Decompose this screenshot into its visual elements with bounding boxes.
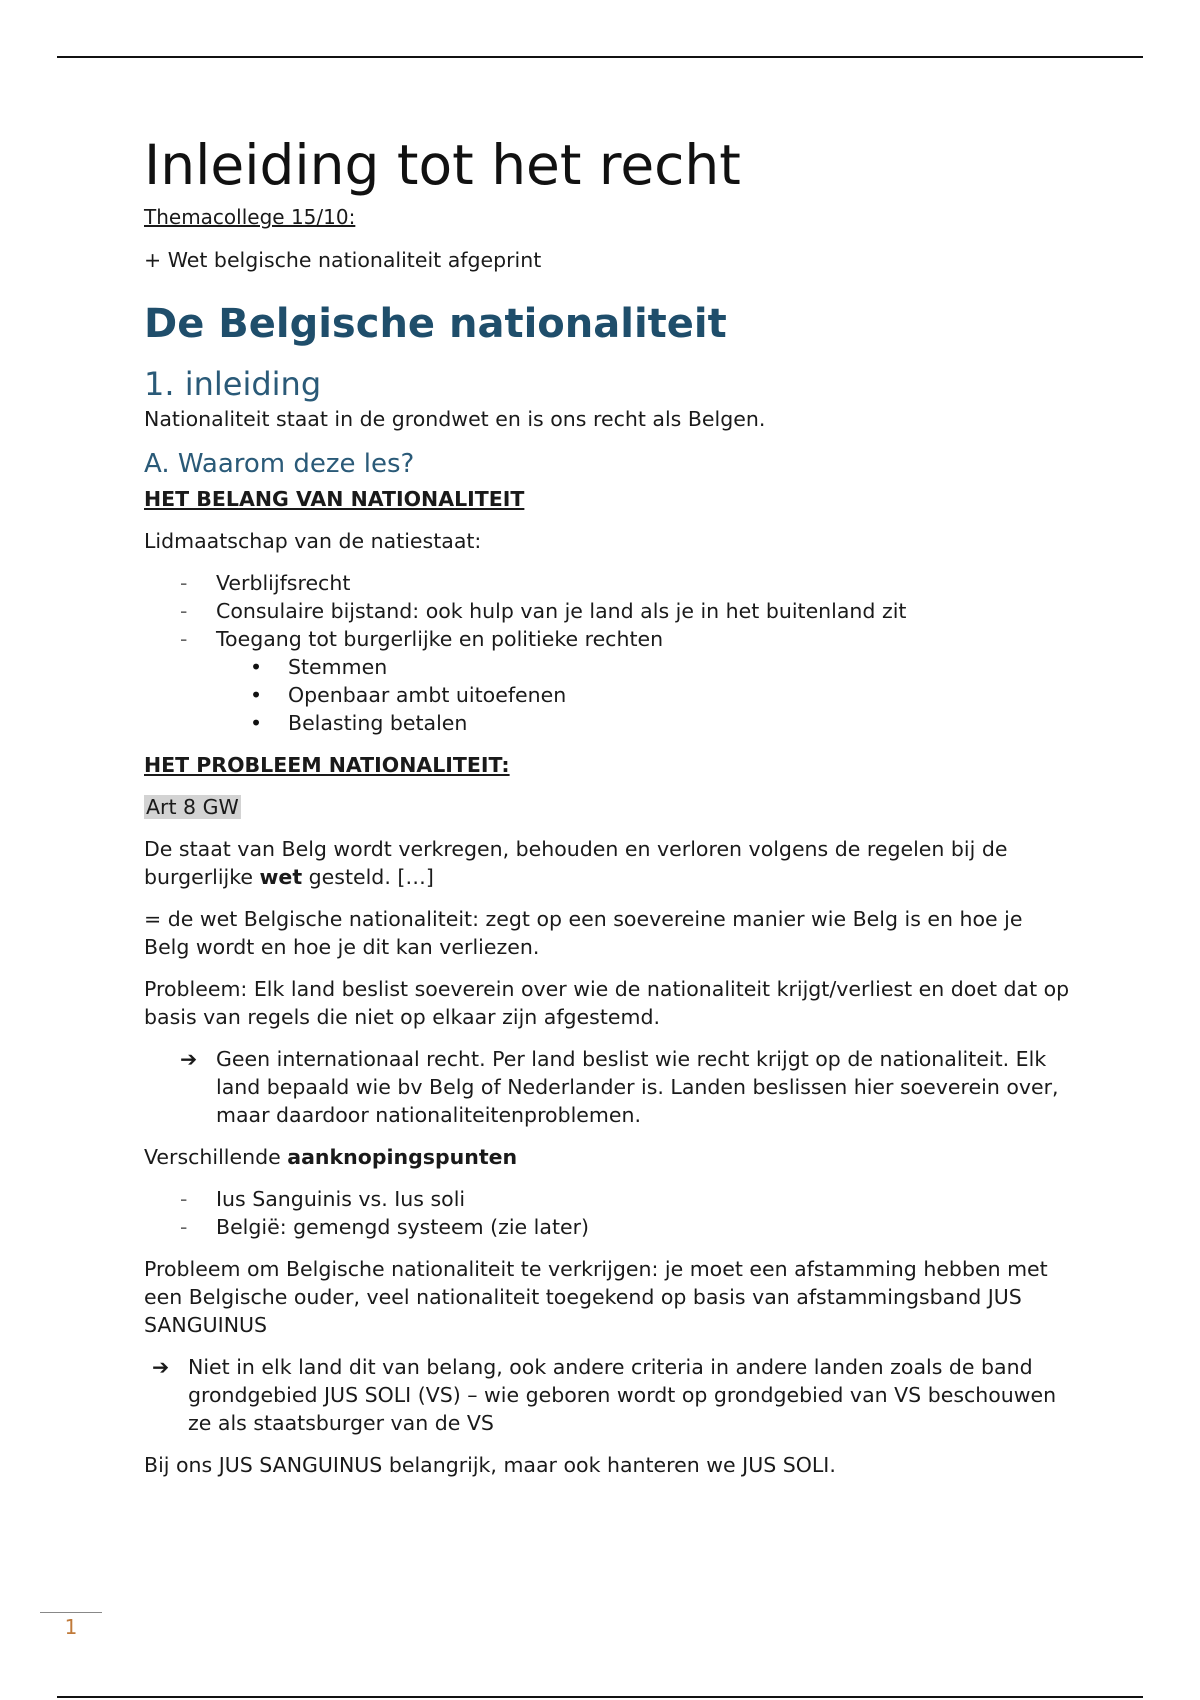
aanknoping-paragraph: Verschillende aanknopingspunten xyxy=(144,1145,518,1169)
document-title: Inleiding tot het recht xyxy=(144,133,741,197)
header-rule xyxy=(57,56,1143,58)
footer-rule xyxy=(57,1696,1143,1698)
aanknoping-list xyxy=(216,1185,1074,1241)
list-item: - Ius Sanguinis vs. Ius soli xyxy=(216,1185,1074,1213)
page-number: 1 xyxy=(40,1612,102,1639)
belang-heading: HET BELANG VAN NATIONALITEIT xyxy=(144,487,525,511)
list-item: - Consulaire bijstand: ook hulp van je land als je in het buitenland zit xyxy=(216,597,1074,625)
rights-list xyxy=(216,569,1074,653)
article-highlight: Art 8 GW xyxy=(146,795,239,819)
intro-paragraph: Nationaliteit staat in de grondwet en is ons recht als Belgen. xyxy=(144,407,766,431)
list-item: • Openbaar ambt uitoefenen xyxy=(288,681,1074,709)
probleem2-paragraph: Probleem om Belgische nationaliteit te verkrijgen: je moet een afstamming hebben met een Belgische ouder, veel nationaliteit toegekend op basis van afstammingsband JUS SANGUINUS xyxy=(144,1257,1048,1337)
subsection-heading-waarom: A. Waarom deze les? xyxy=(144,449,415,479)
article-reference xyxy=(144,793,1074,821)
document-page xyxy=(144,130,1074,1479)
list-item: - België: gemengd systeem (zie later) xyxy=(216,1213,1074,1241)
print-note: + Wet belgische nationaliteit afgeprint xyxy=(144,248,542,272)
arrow-point-2: ➔ Niet in elk land dit van belang, ook andere criteria in andere landen zoals de band grondgebied JUS SOLI (VS) – wie geboren wordt op grondgebied van VS beschouwen ze als staatsburger van de VS xyxy=(152,1355,1057,1435)
document-subtitle: Themacollege 15/10: xyxy=(144,205,356,229)
wet-explanation: = de wet Belgische nationaliteit: zegt op een soevereine manier wie Belg is en hoe je Belg wordt en hoe je dit kan verliezen. xyxy=(144,907,1023,959)
subrights-list xyxy=(288,653,1074,737)
probleem-paragraph: Probleem: Elk land beslist soeverein over wie de nationaliteit krijgt/verliest en doet dat op basis van regels die niet op elkaar zijn afgestemd. xyxy=(144,977,1070,1029)
arrow-icon: ➔ xyxy=(152,1355,170,1379)
arrow-point-1: ➔ Geen internationaal recht. Per land beslist wie recht krijgt op de nationaliteit. Elk land bepaald wie bv Belg of Nederlander is. Landen beslissen hier soeverein over, maar daardoor nationaliteitenproblemen. xyxy=(180,1047,1059,1127)
main-heading: De Belgische nationaliteit xyxy=(144,301,727,347)
arrow-icon: ➔ xyxy=(180,1047,198,1071)
section-heading-inleiding: 1. inleiding xyxy=(144,365,322,403)
probleem-heading: HET PROBLEEM NATIONALITEIT: xyxy=(144,753,510,777)
closing-paragraph: Bij ons JUS SANGUINUS belangrijk, maar ook hanteren we JUS SOLI. xyxy=(144,1453,836,1477)
list-item: - Verblijfsrecht xyxy=(216,569,1074,597)
article-text: De staat van Belg wordt verkregen, behouden en verloren volgens de regelen bij de burgerlijke wet gesteld. […] xyxy=(144,837,1008,889)
list-item: • Stemmen xyxy=(288,653,1074,681)
list-item: - Toegang tot burgerlijke en politieke rechten xyxy=(216,625,1074,653)
lidmaatschap-text: Lidmaatschap van de natiestaat: xyxy=(144,529,482,553)
list-item: • Belasting betalen xyxy=(288,709,1074,737)
